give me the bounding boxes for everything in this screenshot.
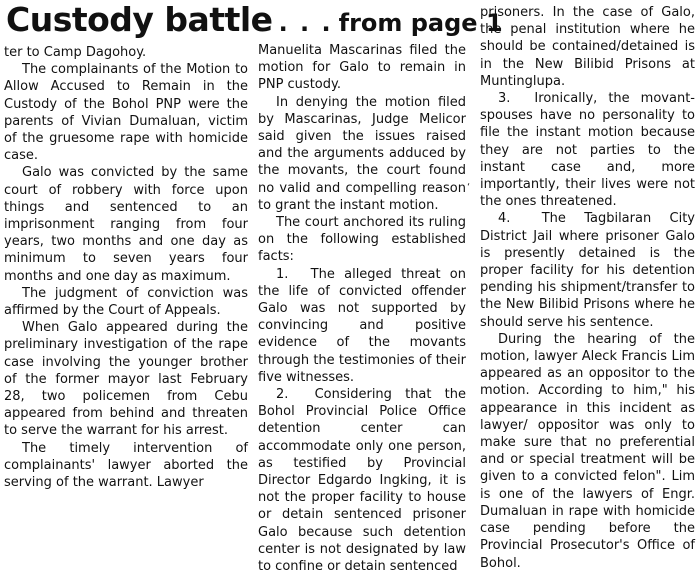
paragraph: ter to Camp Dagohoy. [4, 45, 147, 60]
article-column-2 [258, 42, 466, 575]
headline-continuation: from page 1 [338, 9, 503, 37]
paragraph: Manuelita Mascarinas filed the motion for Galo to remain in PNP custody. [258, 43, 466, 93]
paragraph: In denying the motion filed by Mascarinas, Judge Melicor said given the issues raised and the arguments adduced by the movants, the court found no valid and compelling reason to grant the instant motion. [258, 94, 466, 213]
headline [6, 0, 503, 40]
paragraph: The court anchored its ruling on the following established facts: [258, 215, 466, 265]
paragraph: prisoners. In the case of Galo, the penal institution where he should be contained/detained is in the New Bilibid Prisons at Muntinglupa. [480, 5, 695, 89]
print-speck-mark: ‘ [467, 182, 471, 193]
article-column-3 [480, 4, 695, 571]
paragraph: 2. Considering that the Bohol Provincial Police Office detention center can accommodate only one person, as testified by Provincial Director Edgardo Ingking, it is not the proper facility to house or detain sentenced prisoner Galo because such detention center is not designated by law to confine or detain sentenced [258, 387, 466, 575]
paragraph: 4. The Tagbilaran City District Jail where prisoner Galo is presently detained is the proper facility for his detention pending his shipment/transfer to the New Bilibid Prisons where he should serve his sentence. [480, 211, 695, 330]
headline-main: Custody battle [6, 0, 273, 39]
headline-dots: . . . [278, 9, 333, 37]
paragraph: Galo was convicted by the same court of robbery with force upon things and sentenced to an imprisonment ranging from four years, two months and one day as minimum to seven years four months and one day as maximum. [4, 165, 248, 284]
paragraph: When Galo appeared during the preliminary investigation of the rape case involving the younger brother of the former mayor last February 28, two policemen from Cebu appeared from behind and threaten to serve the warrant for his arrest. [4, 320, 248, 439]
paragraph: 3. Ironically, the movant-spouses have no personality to file the instant motion because they are not parties to the instant case and, more importantly, their lives were not the ones threatened. [480, 91, 695, 210]
paragraph: The complainants of the Motion to Allow Accused to Remain in the Custody of the Bohol PNP were the parents of Vivian Dumaluan, victim of the gruesome rape with homicide case. [4, 62, 248, 164]
paragraph: 1. The alleged threat on the life of convicted offender Galo was not supported by convincing and positive evidence of the movants through the testimonies of their five witnesses. [258, 266, 466, 385]
paragraph: The judgment of conviction was affirmed by the Court of Appeals. [4, 285, 248, 319]
paragraph: During the hearing of the motion, lawyer Aleck Francis Lim appeared as an oppositor to the motion. According to him," his appearance in this incident as lawyer/ oppositor was only to make sure that no preferential and or special treatment will be given to a convicted felon". Lim is one of the lawyers of Engr. Dumaluan in rape with homicide case pending before the Provincial Prosecutor's Office of Bohol. [480, 331, 695, 571]
paragraph: The timely intervention of complainants' lawyer aborted the serving of the warrant. Lawyer [4, 440, 248, 491]
article-column-1 [4, 44, 248, 535]
